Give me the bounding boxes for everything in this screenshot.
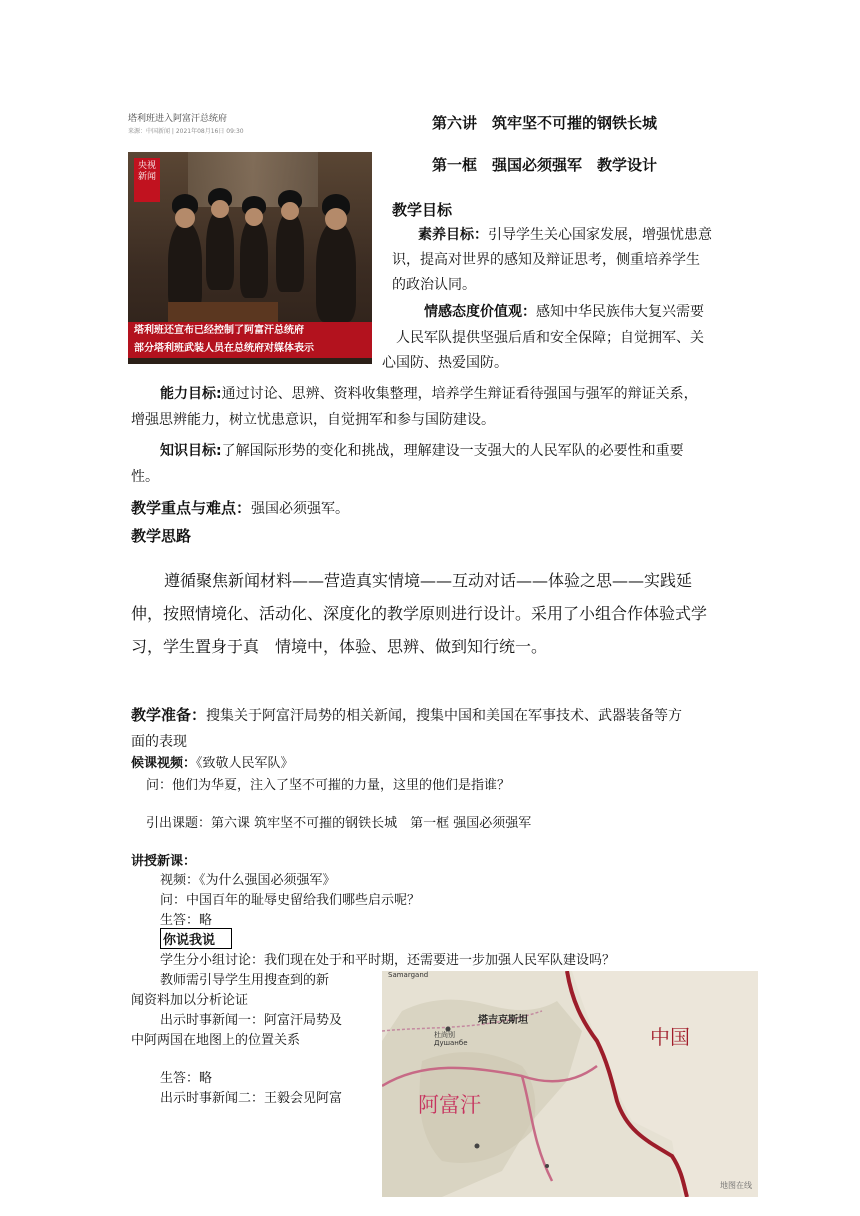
emotion-line-3: 心国防、热爱国防。 [382,355,508,371]
approach-line-3: 习，学生置身于真 情境中，体验、思辨、做到知行统一。 [131,637,548,656]
prep-line-2: 面的表现 [131,734,187,750]
region-map [382,971,758,1197]
knowledge-line-2: 性。 [131,469,159,485]
news-1-line-1: 出示时事新闻一：阿富汗局势及 [160,1013,343,1028]
map-watermark: 地图在线 [720,1181,752,1190]
map-label-china: 中国 [650,1025,690,1049]
literacy-line-1: 素养目标：引导学生关心国家发展，增强忧患意 [418,227,712,243]
preclass-label: 候课视频： [131,756,197,771]
map-label-samarkand: Samargand [388,971,429,979]
emotion-label: 情感态度价值观： [424,304,536,320]
discussion-box: 你说我说 [160,928,232,949]
map-label-dushanbe: 杜尚别 Душанбе [434,1031,468,1047]
goals-heading: 教学目标 [392,201,453,219]
lesson-question: 问：中国百年的耻辱史留给我们哪些启示呢？ [160,893,421,908]
news-photo [128,152,372,364]
photo-subtitle-2: 部分塔利班武装人员在总统府对媒体表示 [128,340,372,358]
news-1-line-2: 中阿两国在地图上的位置关系 [131,1033,301,1048]
literacy-label: 素养目标： [418,227,488,243]
ability-line-2: 增强思辨能力，树立忧患意识，自觉拥军和参与国防建设。 [131,412,495,428]
lesson-video: 视频：《为什么强国必须强军》 [160,873,336,888]
literacy-line-2: 识，提高对世界的感知及辩证思考，侧重培养学生 [392,252,700,268]
map-graphic [382,971,758,1197]
photo-meta: 来源：中国新闻 | 2021年08月16日 09:30 [128,128,244,135]
lesson-answer: 生答：略 [160,913,213,928]
approach-heading: 教学思路 [131,527,192,545]
knowledge-label: 知识目标: [160,443,222,459]
photo-caption: 塔利班进入阿富汗总统府 [128,114,228,124]
key-points: 教学重点与难点：强国必须强军。 [131,499,350,517]
teacher-guide-1: 教师需引导学生用搜查到的新 [160,973,330,988]
ability-label: 能力目标: [160,386,222,402]
prep-line-1: 教学准备：搜集关于阿富汗局势的相关新闻，搜集中国和美国在军事技术、武器装备等方 [131,706,683,724]
prep-label: 教学准备： [131,706,207,724]
cctv-news-logo: 央视 新闻 [134,158,160,202]
emotion-line-1: 情感态度价值观：感知中华民族伟大复兴需要 [424,304,704,320]
map-label-afghanistan: 阿富汗 [418,1093,481,1117]
approach-line-2: 伸，按照情境化、活动化、深度化的教学原则进行设计。采用了小组合作体验式学 [131,604,708,623]
news-2: 出示时事新闻二：王毅会见阿富 [160,1091,343,1106]
section-title: 第一框 强国必须强军 教学设计 [432,156,658,174]
new-lesson-label: 讲授新课： [131,854,197,869]
group-discussion: 学生分小组讨论：我们现在处于和平时期，还需要进一步加强人民军队建设吗？ [160,953,616,968]
preclass-video: 候课视频：《致敬人民军队》 [131,756,294,771]
ability-line-1: 能力目标:通过讨论、思辨、资料收集整理，培养学生辩证看待强国与强军的辩证关系， [160,386,698,402]
intro-topic: 引出课题：第六课 筑牢坚不可摧的钢铁长城 第一框 强国必须强军 [146,816,532,831]
map-label-tajikistan: 塔吉克斯坦 [478,1015,528,1026]
emotion-line-2: 人民军队提供坚强后盾和安全保障；自觉拥军、关 [396,330,704,346]
teacher-guide-2: 闻资料加以分析论证 [131,993,249,1008]
lecture-title: 第六讲 筑牢坚不可摧的钢铁长城 [432,114,658,132]
literacy-line-3: 的政治认同。 [392,277,476,293]
key-label: 教学重点与难点： [131,499,252,517]
preclass-question: 问：他们为华夏，注入了坚不可摧的力量，这里的他们是指谁？ [146,778,511,793]
approach-line-1: 遵循聚焦新闻材料——营造真实情境——互动对话——体验之思——实践延 [164,571,693,590]
knowledge-line-1: 知识目标:了解国际形势的变化和挑战，理解建设一支强大的人民军队的必要性和重要 [160,443,684,459]
photo-subtitle-1: 塔利班还宣布已经控制了阿富汗总统府 [128,322,372,340]
answer-2: 生答：略 [160,1071,213,1086]
